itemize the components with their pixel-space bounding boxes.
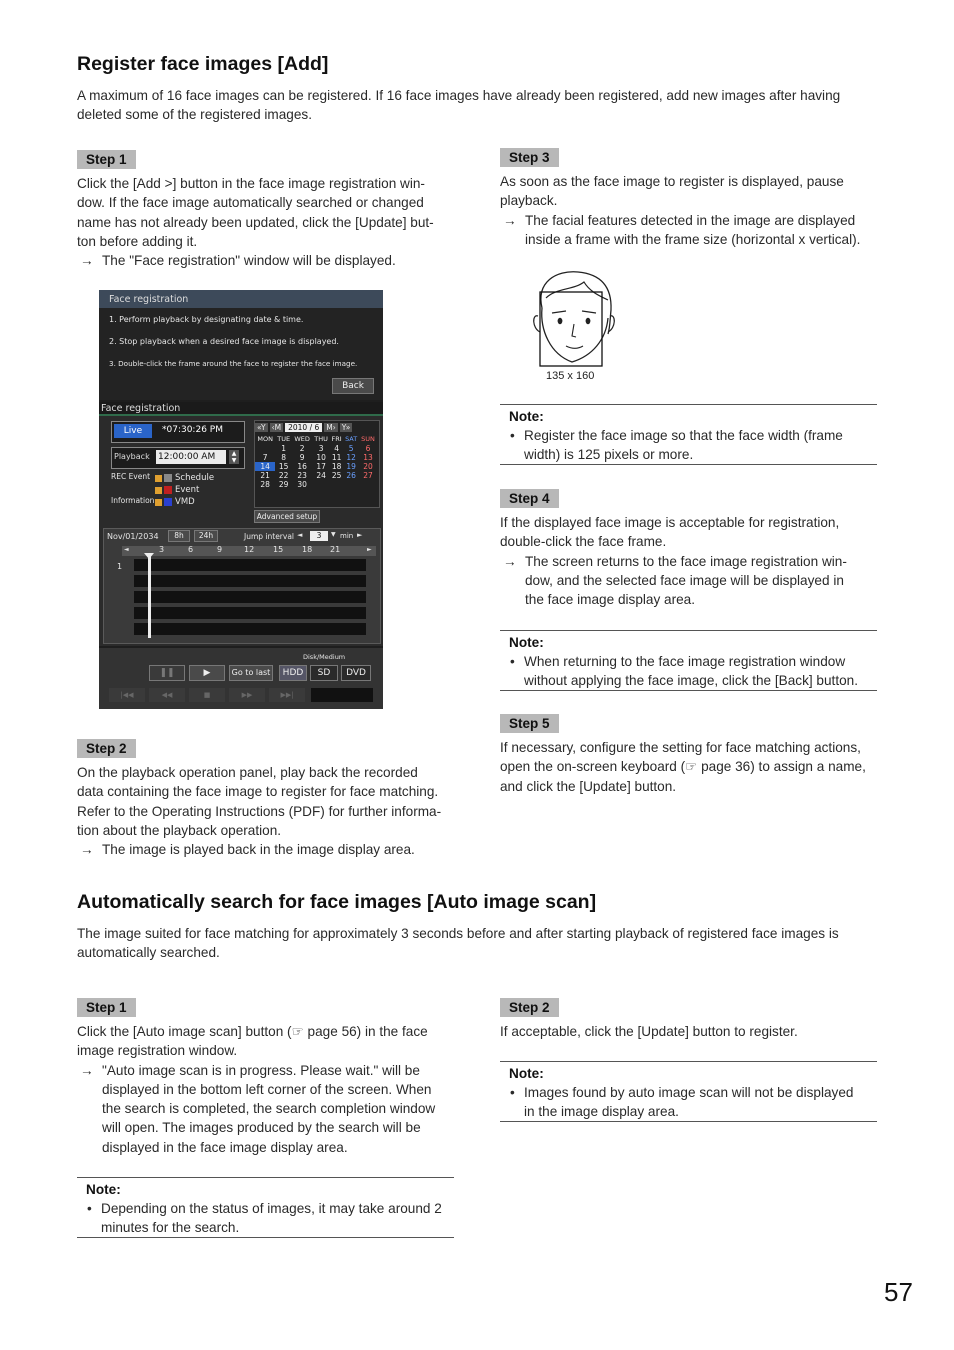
skip-end-icon[interactable]: ▶▶| [269,688,305,702]
step3-line: playback. [500,193,558,209]
live-time: *07:30:26 PM [162,425,223,435]
calendar [254,420,380,508]
arrow-icon: → [80,253,94,269]
step4-result: → The screen returns to the face image registration win- dow, and the selected face image will be displayed in the face image display area. [500,552,877,610]
checkbox-icon[interactable] [155,499,162,506]
jump-dropdown-icon[interactable]: ▼ [331,531,336,538]
bullet-icon: • [510,428,515,443]
step4-block [500,489,877,609]
playback-label: Playback [114,452,150,461]
auto-step1-label: Step 1 [77,998,136,1017]
range-8h-button[interactable]: 8h [168,530,190,542]
step5-label: Step 5 [500,714,559,733]
step5-line: If necessary, configure the setting for face matching actions, [500,740,861,755]
section-intro-register: A maximum of 16 face images can be registered. If 16 face images have already been registered, add new images after having deleted some of the registered images. [77,88,841,123]
step2-result: → The image is played back in the image display area. [77,840,455,859]
note-item: • Register the face image so that the face width (frame width) is 125 pixels or more. [500,426,877,465]
vmd-swatch [164,498,172,506]
auto-step1-block [77,998,455,1157]
tick-label: 18 [302,545,313,554]
note-back-button [500,630,877,691]
legend [155,472,214,508]
scroll-right-icon[interactable]: ► [367,546,372,553]
step3-line: As soon as the face image to register is displayed, pause [500,174,844,189]
prev-year-button[interactable]: «Y [257,422,266,432]
page-number: 57 [884,1277,913,1307]
calendar-selected-day[interactable]: 14 [255,462,275,471]
arrow-icon: → [503,212,517,228]
play-button[interactable]: ▶ [189,665,225,681]
step5-block [500,714,877,796]
window-titlebar [99,290,383,309]
face-frame-illustration [526,268,618,368]
timeline-track[interactable] [134,623,366,635]
tick-label: 6 [188,545,194,554]
auto-step1-line: image registration window. [77,1043,238,1059]
section-title-auto-scan: Automatically search for face images [Auto image scan] [77,891,597,913]
note-heading: Note: [509,1066,544,1081]
panel-titlebar [99,402,383,416]
timeline-cursor[interactable] [148,556,151,638]
timeline-track[interactable] [134,559,366,571]
timeline-row-label: 1 [117,562,123,571]
note-search-time [77,1177,454,1238]
step1-label: Step 1 [77,150,136,169]
step5-line: open the on-screen keyboard (☞ page 36) to assign a name, [500,759,866,775]
playback-row [111,447,245,469]
rec-event-label: REC Event [111,472,151,481]
live-button[interactable]: Live [114,424,152,438]
calendar-week: 7 8 9 10 11 12 13 [262,453,373,462]
scroll-left-icon[interactable]: ◄ [124,546,129,553]
information-label: Information [111,496,155,505]
skip-start-icon[interactable]: |◀◀ [109,688,145,702]
jump-interval-input[interactable]: 3 [310,531,328,541]
bullet-icon: • [510,654,515,669]
advanced-setup-button[interactable]: Advanced setup [254,510,320,523]
go-to-last-button[interactable]: Go to last [229,665,273,681]
event-swatch [164,486,172,494]
window-title: Face registration [109,294,189,305]
sd-button[interactable]: SD [310,665,338,681]
instruction-line: 3. Double-click the frame around the face to register the face image. [109,359,358,368]
step2-line: On the playback operation panel, play back the recorded [77,765,418,780]
step1-line: name has not already been updated, click the [Update] but- [77,214,434,230]
instructions-area [99,308,383,400]
calendar-week: 14 15 16 17 18 19 20 [255,462,377,471]
auto-step1-line: Click the [Auto image scan] button (☞ page 56) in the face [77,1024,428,1039]
timeline-ruler [122,546,376,556]
note-item: • Images found by auto image scan will not be displayed in the image display area. [500,1083,877,1122]
calendar-week: 28 29 30 [260,480,307,489]
step5-line: and click the [Update] button. [500,778,677,794]
checkbox-icon[interactable] [155,475,162,482]
bullet-icon: • [87,1201,92,1216]
next-month-button[interactable]: M› [326,422,336,432]
rewind-icon[interactable]: ◀◀ [149,688,185,702]
tick-label: 3 [159,545,165,554]
tick-label: 12 [244,545,255,554]
disk-medium-label: Disk/Medium [303,653,346,661]
step4-line: If the displayed face image is acceptable for registration, [500,515,840,530]
step1-line: dow. If the face image automatically searched or changed [77,195,424,211]
auto-step2-line: If acceptable, click the [Update] button to register. [500,1024,798,1039]
step3-result: → The facial features detected in the image are displayed inside a frame with the frame size (horizontal x vertical). [500,211,877,250]
schedule-swatch [164,474,172,482]
legend-item: VMD [155,496,214,508]
instruction-line: 2. Stop playback when a desired face image is displayed. [109,337,339,346]
step4-label: Step 4 [500,489,559,508]
timeline-date: Nov/01/2034 [107,532,159,541]
jump-left-icon[interactable]: ◄ [297,531,303,539]
checkbox-icon[interactable] [155,487,162,494]
note-item: • When returning to the face image registration window without applying the face image, click the [Back] button. [500,652,877,691]
pause-button[interactable]: ❚❚ [149,665,185,681]
playback-time-input[interactable]: 12:00:00 AM [156,450,226,464]
calendar-week: 21 22 23 24 25 26 27 [260,471,373,480]
section-title-register: Register face images [Add] [77,53,329,75]
calendar-header-row: MON TUE WED THU FRI SAT SUN [257,435,375,443]
note-heading: Note: [509,409,544,424]
step2-block [77,739,455,859]
tick-label: 21 [330,545,341,554]
note-face-width [500,404,877,465]
section-intro-auto-scan: The image suited for face matching for approximately 3 seconds before and after starting playback of registered face images is automatically searched. [77,926,839,961]
calendar-nav [255,421,379,433]
step2-line: tion about the playback operation. [77,822,282,838]
auto-step1-result: → "Auto image scan is in progress. Please wait." will be displayed in the bottom left corner of the screen. When the search is completed, the search completion window will open. The images produced by the search will be displayed in the face image display area. [77,1061,455,1157]
prev-month-button[interactable]: ‹M [271,422,282,432]
legend-item: Schedule [155,472,214,484]
face-frame-caption: 135 x 160 [546,370,595,382]
arrow-icon: → [80,842,94,858]
control-panel [99,416,383,646]
bullet-icon: • [510,1085,515,1100]
jump-unit: min [340,532,354,540]
legend-item: Event [155,484,214,496]
dvd-button[interactable]: DVD [341,665,371,681]
step4-line: double-click the face frame. [500,534,667,550]
tick-label: 15 [273,545,284,554]
auto-step2-label: Step 2 [500,998,559,1017]
step2-line: Refer to the Operating Instructions (PDF) for further informa- [77,803,442,819]
note-image-display [500,1061,877,1122]
timeline-track[interactable] [134,607,366,619]
step2-line: data containing the face image to register for face matching. [77,784,439,800]
step2-label: Step 2 [77,739,136,758]
cursor-handle-icon[interactable] [144,553,154,559]
hdd-button[interactable]: HDD [279,665,307,681]
calendar-month: 2010 / 6 [285,423,322,432]
back-button[interactable]: Back [332,378,374,394]
step1-result: → The "Face registration" window will be displayed. [77,251,455,270]
note-heading: Note: [509,635,544,650]
fast-forward-icon[interactable]: ▶▶ [229,688,265,702]
step3-block [500,148,877,249]
arrow-icon: → [80,1062,94,1078]
live-row [111,421,245,443]
step1-line: ton before adding it. [77,233,198,249]
next-year-button[interactable]: Y» [341,422,351,432]
face-registration-screenshot [99,290,383,709]
range-24h-button[interactable]: 24h [194,530,218,542]
note-item: • Depending on the status of images, it may take around 2 minutes for the search. [77,1199,454,1238]
playback-controls [99,648,383,709]
step1-line: Click the [Add >] button in the face image registration win- [77,176,425,191]
timeline-track[interactable] [134,591,366,603]
auto-step2-block [500,998,877,1041]
panel-title: Face registration [101,403,181,414]
timeline-track[interactable] [134,575,366,587]
note-heading: Note: [86,1182,121,1197]
jump-interval-label: Jump interval [244,532,295,541]
calendar-week: 1 2 3 4 5 6 [281,444,371,453]
step3-label: Step 3 [500,148,559,167]
tick-label: 9 [217,545,223,554]
instruction-line: 1. Perform playback by designating date & time. [109,315,304,324]
time-stepper[interactable]: ▲ ▼ [229,450,239,464]
jump-right-icon[interactable]: ► [357,531,363,539]
status-display [311,688,373,702]
arrow-icon: → [503,553,517,569]
timeline-panel [103,528,381,644]
step1-block [77,150,455,270]
stop-icon[interactable]: ■ [189,688,225,702]
calendar-grid [255,435,377,489]
